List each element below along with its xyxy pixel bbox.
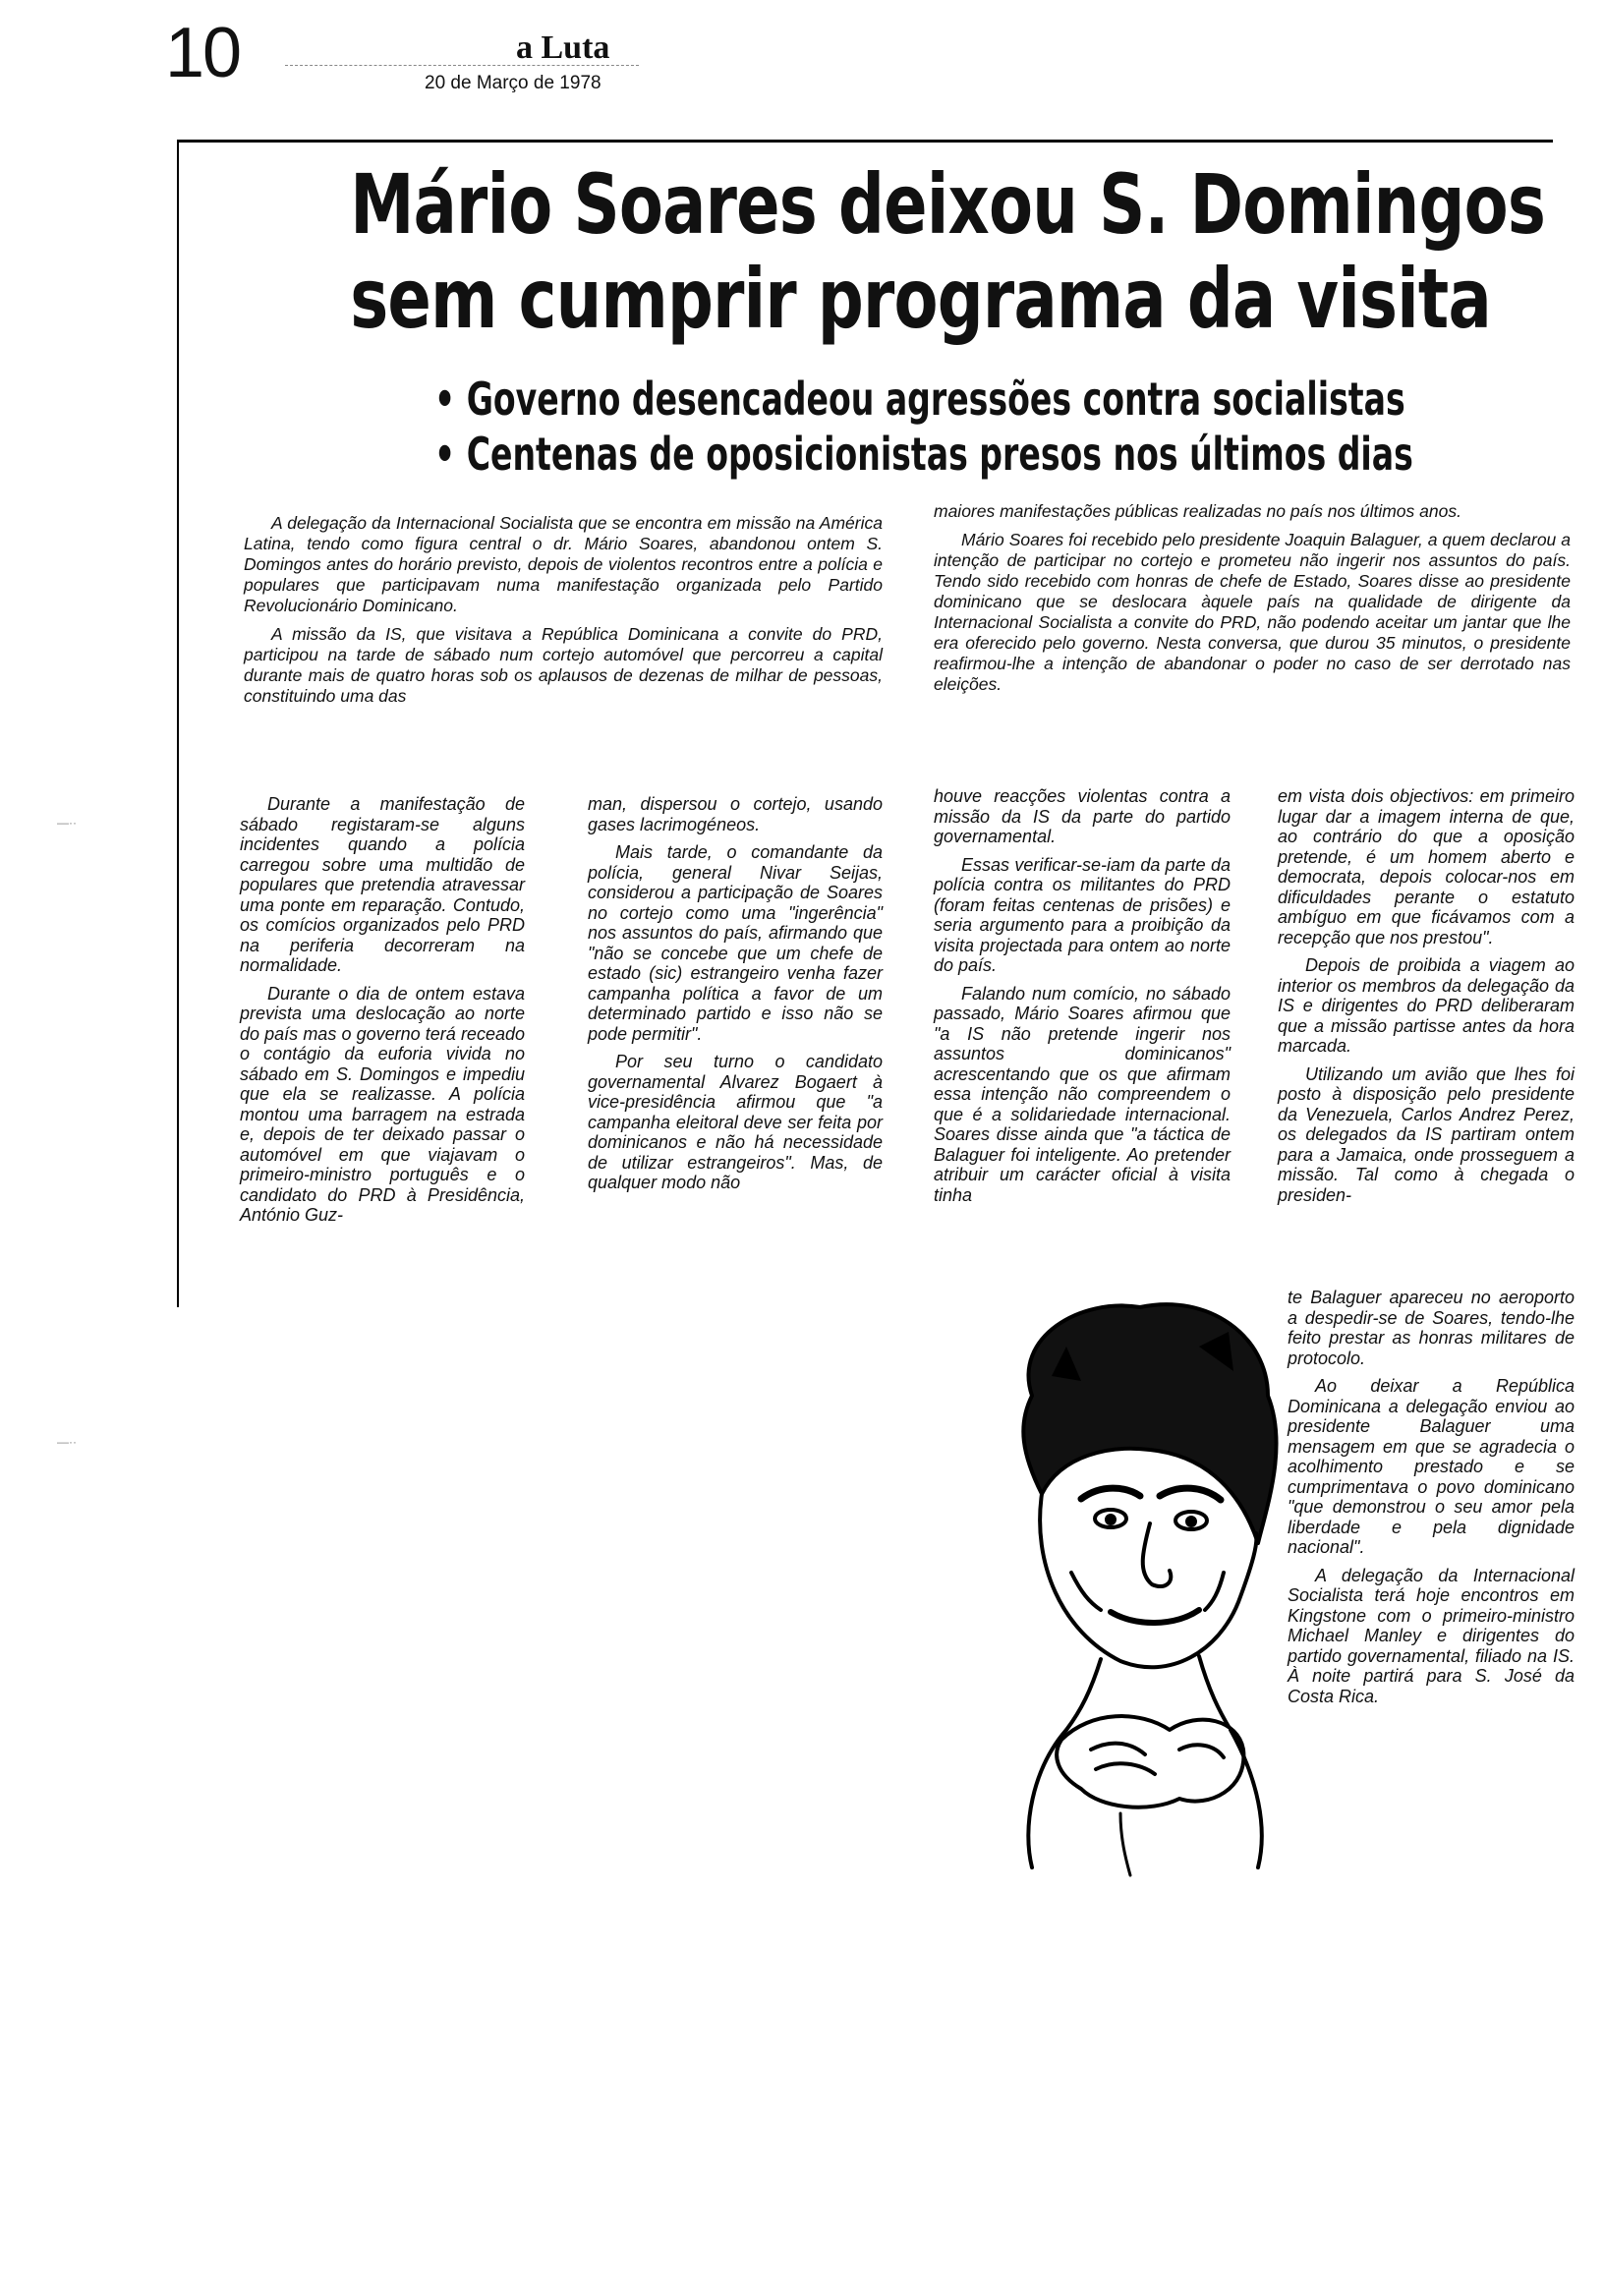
column-4-continued [1288,1288,1575,1714]
column-3-paragraph-1: houve reacções violentas contra a missão da IS da parte do partido governamental. [934,786,1231,846]
column-4-paragraph-1: em vista dois objectivos: em primeiro lugar dar a imagem interna de que, ao contrário do que a oposição pretende, é um homem aberto e democrata, depois colocar-nos em dificuldades perante o estatuto ambíguo em que ficávamos com a recepção que nos prestou". [1278,786,1575,947]
lead-right [934,501,1571,703]
column-4-paragraph-6: A delegação da Internacional Socialista terá hoje encontros em Kingstone com o primeiro-ministro Michael Manley e dirigentes do partido governamental, filiado na IS. À noite partirá para S. José da Costa Rica. [1288,1565,1575,1706]
column-2-paragraph-1: man, dispersou o cortejo, usando gases lacrimogéneos. [588,794,883,834]
column-3 [934,786,1231,1213]
column-4 [1278,786,1575,1213]
margin-mark: —·· [57,1435,77,1449]
column-4-paragraph-4: te Balaguer apareceu no aeroporto a despedir-se de Soares, tendo-lhe feito prestar as honras militares de protocolo. [1288,1288,1575,1368]
lead-left-paragraph-1: A delegação da Internacional Socialista que se encontra em missão na América Latina, tendo como figura central o dr. Mário Soares, abandonou ontem S. Domingos antes do horário previsto, depois de violentos recontros entre a polícia e populares que participavam numa manifestação organizada pelo Partido Revolucionário Dominicano. [244,513,883,615]
left-rule [177,140,179,1307]
lead-right-paragraph-1: maiores manifestações públicas realizadas no país nos últimos anos. [934,501,1461,521]
column-2-paragraph-2: Mais tarde, o comandante da polícia, general Nivar Seijas, considerou a participação de Soares no cortejo como uma "ingerência" nos assuntos do país, afirmando que "não se concebe que um chefe de estado (sic) estrangeiro venha fazer campanha política a favor de um determinado partido e isso não se pode permitir". [588,842,883,1044]
issue-date: 20 de Março de 1978 [425,73,602,93]
column-1-paragraph-2: Durante o dia de ontem estava prevista uma deslocação ao norte do país mas o governo terá receado o contágio da euforia vivida no sábado em S. Domingos e impediu que ela se realizasse. A polícia montou uma barragem na estrada e, depois de ter deixado passar o automóvel em que viajavam o primeiro-ministro português e o candidato do PRD à Presidência, António Guz- [240,983,525,1225]
lead-left-paragraph-2: A missão da IS, que visitava a República Dominicana a convite do PRD, participou na tarde de sábado num cortejo automóvel que percorreu a capital durante mais de quatro horas sob os aplausos de dezenas de milhar de pessoas, constituindo uma das [244,624,883,706]
column-3-paragraph-2: Essas verificar-se-iam da parte da polícia contra os militantes do PRD (foram feitas centenas de prisões) e seria argumento para a proibição da visita projectada para ontem ao norte do país. [934,854,1231,975]
subheadline-1-text: Governo desencadeou agressões contra socialistas [466,373,1405,426]
column-1 [240,794,525,1234]
column-4-paragraph-3: Utilizando um avião que lhes foi posto à disposição pelo presidente da Venezuela, Carlos Andrez Perez, os delegados da IS partiram ontem para a Jamaica, onde prosseguem a missão. Tal como à chegada o presiden- [1278,1063,1575,1205]
margin-mark: —·· [57,816,77,830]
subheadline-2 [434,428,1413,481]
column-3-paragraph-3: Falando num comício, no sábado passado, Mário Soares afirmou que "a IS não pretende ingerir nos assuntos dominicanos" acrescentando que os que afirmam essa intenção não compreendem o que é a solidariedade internacional. Soares disse ainda que "a táctica de Balaguer foi inteligente. Ao pretender atribuir um carácter oficial à visita tinha [934,983,1231,1205]
headline [350,156,1546,347]
caricature-illustration [973,1278,1297,1877]
lead-left [244,513,883,715]
headline-line-1: Mário Soares deixou S. Domingos [350,156,1546,253]
column-1-paragraph-1: Durante a manifestação de sábado registaram-se alguns incidentes quando a polícia carregou sobre uma multidão de populares que pretendia atravessar uma ponte em reparação. Contudo, os comícios organizados pelo PRD na periferia decorreram na normalidade. [240,794,525,975]
subheadline-2-text: Centenas de oposicionistas presos nos últimos dias [466,428,1413,481]
column-2-paragraph-3: Por seu turno o candidato governamental Alvarez Bogaert à vice-presidência afirmou que "a campanha eleitoral deve ser feita por dominicanos e não há necessidade de utilizar estrangeiros". Mas, de qualquer modo não [588,1052,883,1192]
column-4-paragraph-2: Depois de proibida a viagem ao interior os membros da delegação da IS e dirigentes do PRD deliberaram que a missão partisse antes da hora marcada. [1278,955,1575,1056]
top-rule [177,140,1553,143]
column-4-paragraph-5: Ao deixar a República Dominicana a delegação enviou ao presidente Balaguer uma mensagem em que se agradecia o acolhimento prestado e se cumprimentava o povo dominicano "que demonstrou o seu amor pela liberdade e pela dignidade nacional". [1288,1376,1575,1557]
lead-right-paragraph-2: Mário Soares foi recebido pelo presidente Joaquin Balaguer, a quem declarou a intenção de participar no cortejo e prometeu não ingerir nos assuntos do país. Tendo sido recebido com honras de chefe de Estado, Soares disse ao presidente dominicano que se deslocara àquele país na qualidade de dirigente da Internacional Socialista a convite do PRD, não podendo aceitar um jantar que lhe era oferecido pelo governo. Nesta conversa, que durou 35 minutos, o presidente reafirmou-lhe a intenção de abandonar o poder no caso de ser derrotado nas eleições. [934,530,1571,694]
page-number: 10 [165,14,241,92]
headline-line-2: sem cumprir programa da visita [350,251,1491,347]
newspaper-name: a Luta [516,29,610,66]
column-2 [588,794,883,1201]
subheadline-1 [434,373,1405,426]
